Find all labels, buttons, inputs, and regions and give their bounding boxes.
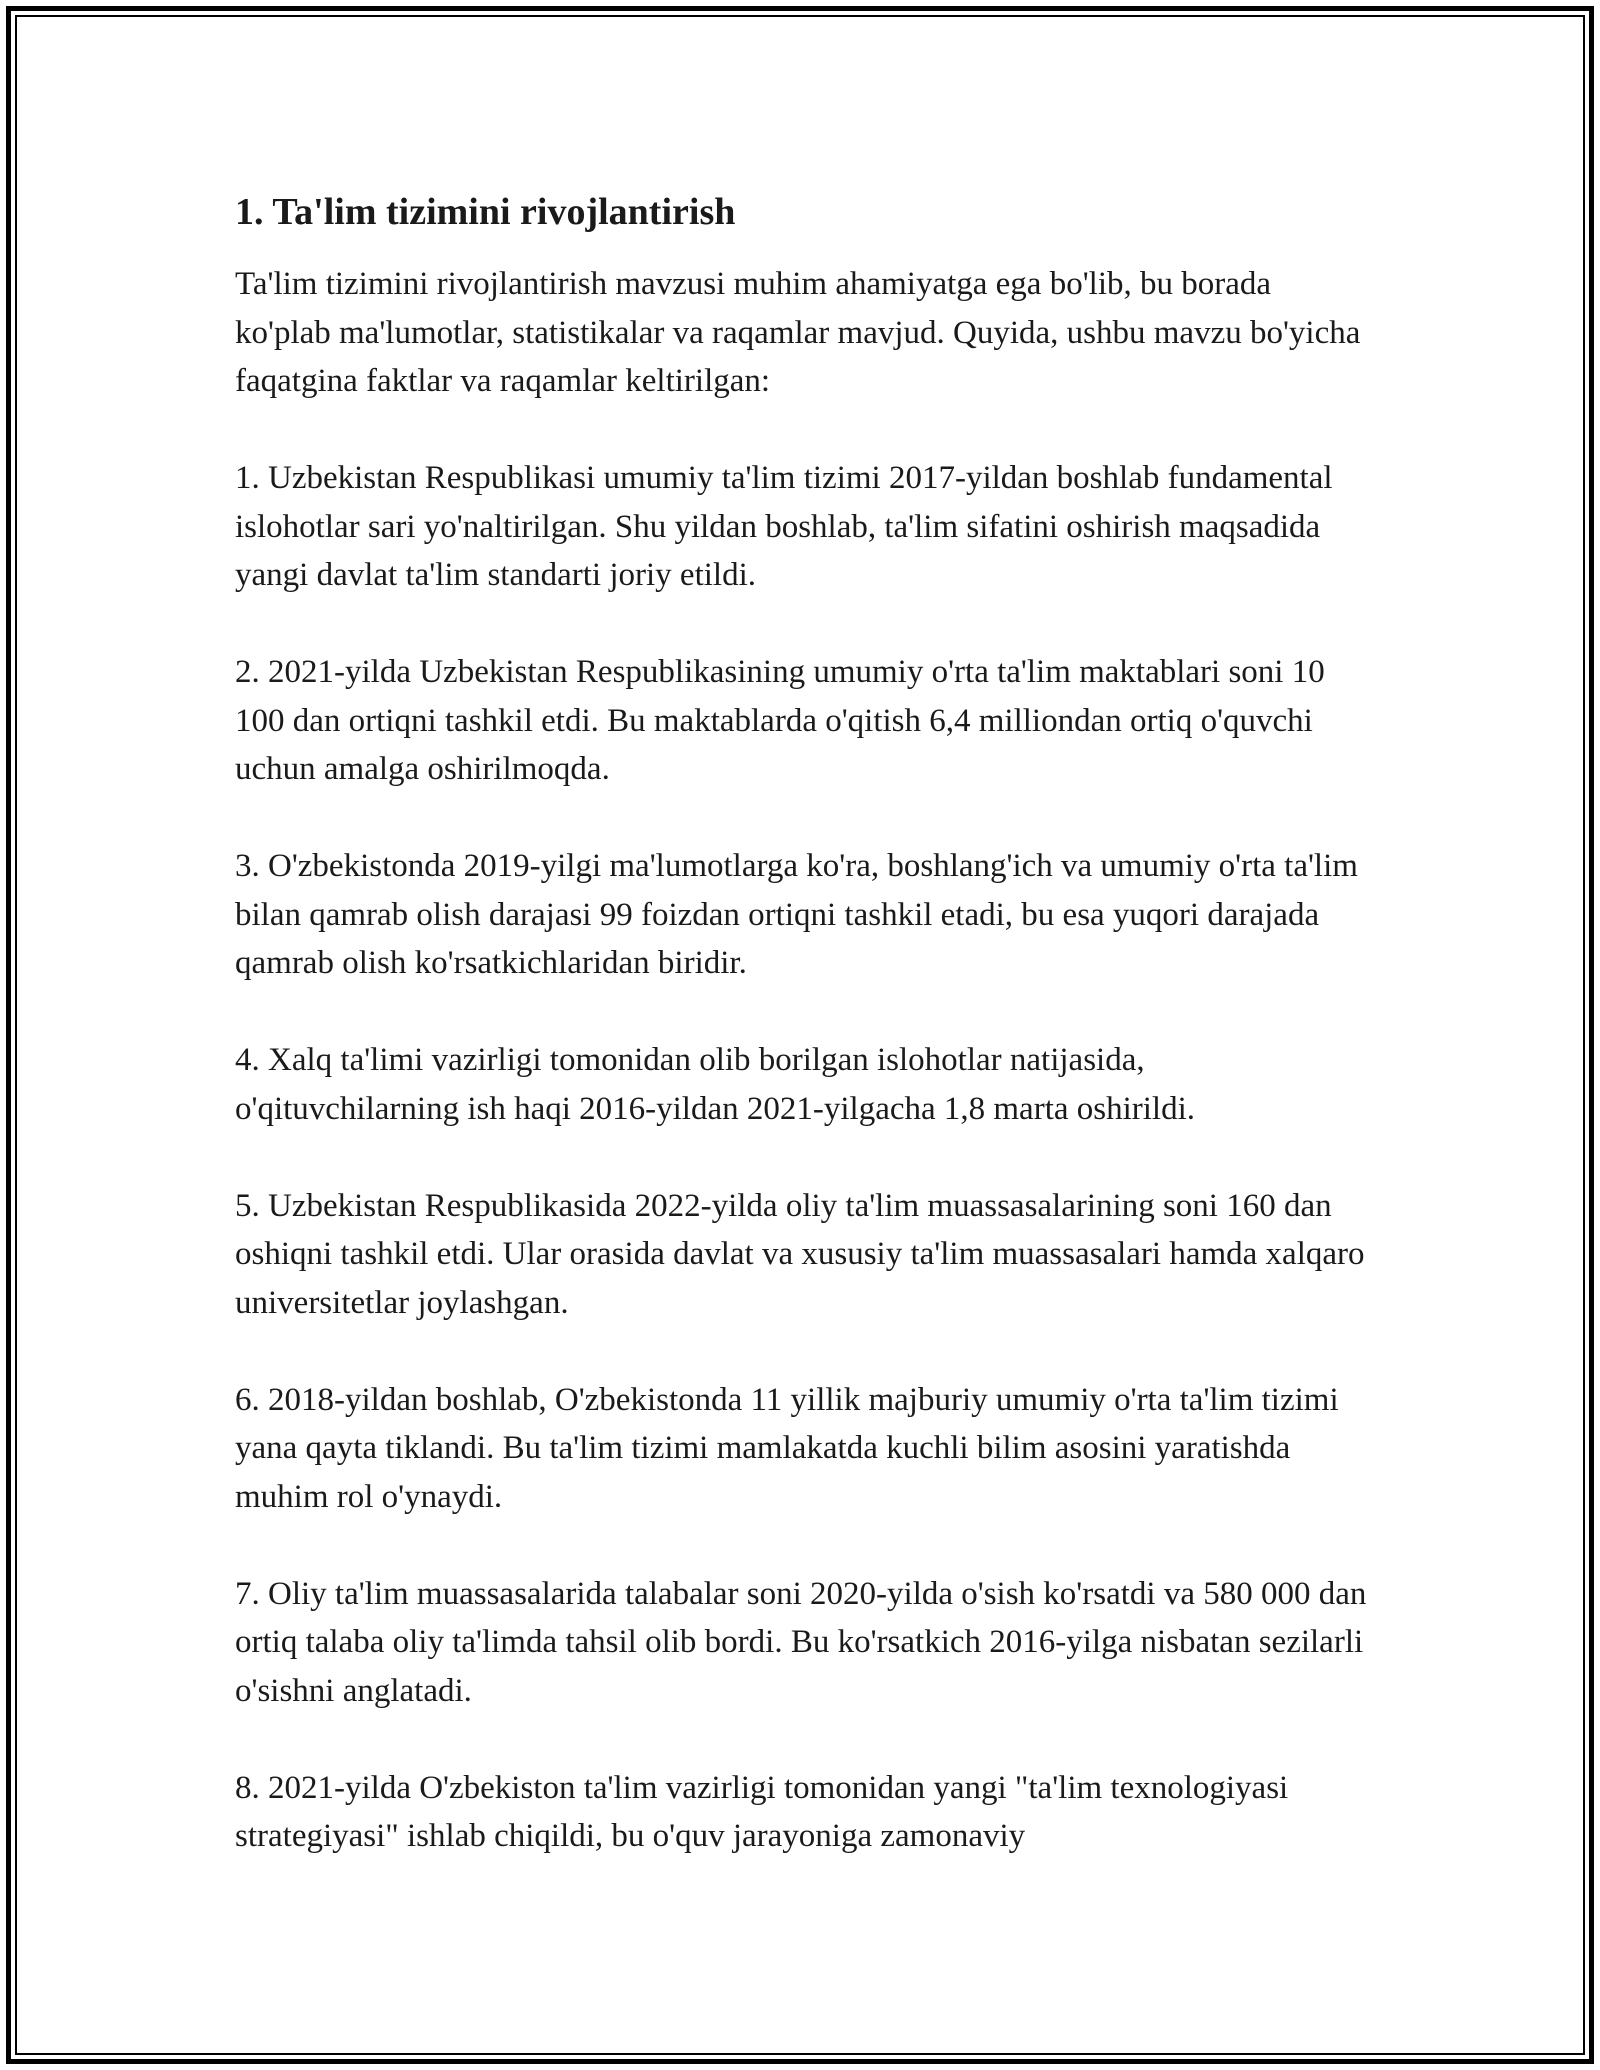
fact-paragraph-4: 4. Xalq ta'limi vazirligi tomonidan olib borilgan islohotlar natijasida, o'qituvchilarning ish haqi 2016-yildan 2021-yilgacha 1,8 marta oshirildi. — [235, 1042, 1196, 1127]
document-title: 1. Ta'lim tizimini rivojlantirish — [235, 191, 736, 233]
document-body — [235, 186, 1375, 1909]
fact-paragraph-2: 2. 2021-yilda Uzbekistan Respublikasining umumiy o'rta ta'lim maktablari soni 10 100 dan ortiqni tashkil etdi. Bu maktablarda o'qitish 6,4 milliondan ortiq o'quvchi uchun amalga oshirilmoqda. — [235, 654, 1325, 787]
fact-paragraph-8: 8. 2021-yilda O'zbekiston ta'lim vazirligi tomonidan yangi "ta'lim texnologiyasi strategiyasi" ishlab chiqildi, bu o'quv jarayoniga zamonaviy — [235, 1769, 1289, 1854]
fact-paragraph-1: 1. Uzbekistan Respublikasi umumiy ta'lim tizimi 2017-yildan boshlab fundamental islohotlar sari yo'naltirilgan. Shu yildan boshlab, ta'lim sifatini oshirish maqsadida yangi davlat ta'lim standarti joriy etildi. — [235, 460, 1333, 593]
fact-paragraph-6: 6. 2018-yildan boshlab, O'zbekistonda 11 yillik majburiy umumiy o'rta ta'lim tizimi yana qayta tiklandi. Bu ta'lim tizimi mamlakatda kuchli bilim asosini yaratishda muhim rol o'ynaydi. — [235, 1381, 1339, 1515]
fact-paragraph-5: 5. Uzbekistan Respublikasida 2022-yilda oliy ta'lim muassasalarining soni 160 dan oshiqni tashkil etdi. Ular orasida davlat va xususiy ta'lim muassasalari hamda xalqaro universitetlar joylashgan. — [235, 1187, 1365, 1321]
fact-paragraph-7: 7. Oliy ta'lim muassasalarida talabalar soni 2020-yilda o'sish ko'rsatdi va 580 000 dan ortiq talaba oliy ta'limda tahsil olib bordi. Bu ko'rsatkich 2016-yilga nisbatan sezilarli o'sishni anglatadi. — [235, 1575, 1367, 1709]
fact-paragraph-3: 3. O'zbekistonda 2019-yilgi ma'lumotlarga ko'ra, boshlang'ich va umumiy o'rta ta'lim bilan qamrab olish darajasi 99 foizdan ortiqni tashkil etadi, bu esa yuqori darajada qamrab olish ko'rsatkichlaridan biridir. — [235, 848, 1358, 981]
intro-paragraph: Ta'lim tizimini rivojlantirish mavzusi muhim ahamiyatga ega bo'lib, bu borada ko'plab ma'lumotlar, statistikalar va raqamlar mavjud. Quyida, ushbu mavzu bo'yicha faqatgina faktlar va raqamlar keltirilgan: — [235, 266, 1361, 399]
